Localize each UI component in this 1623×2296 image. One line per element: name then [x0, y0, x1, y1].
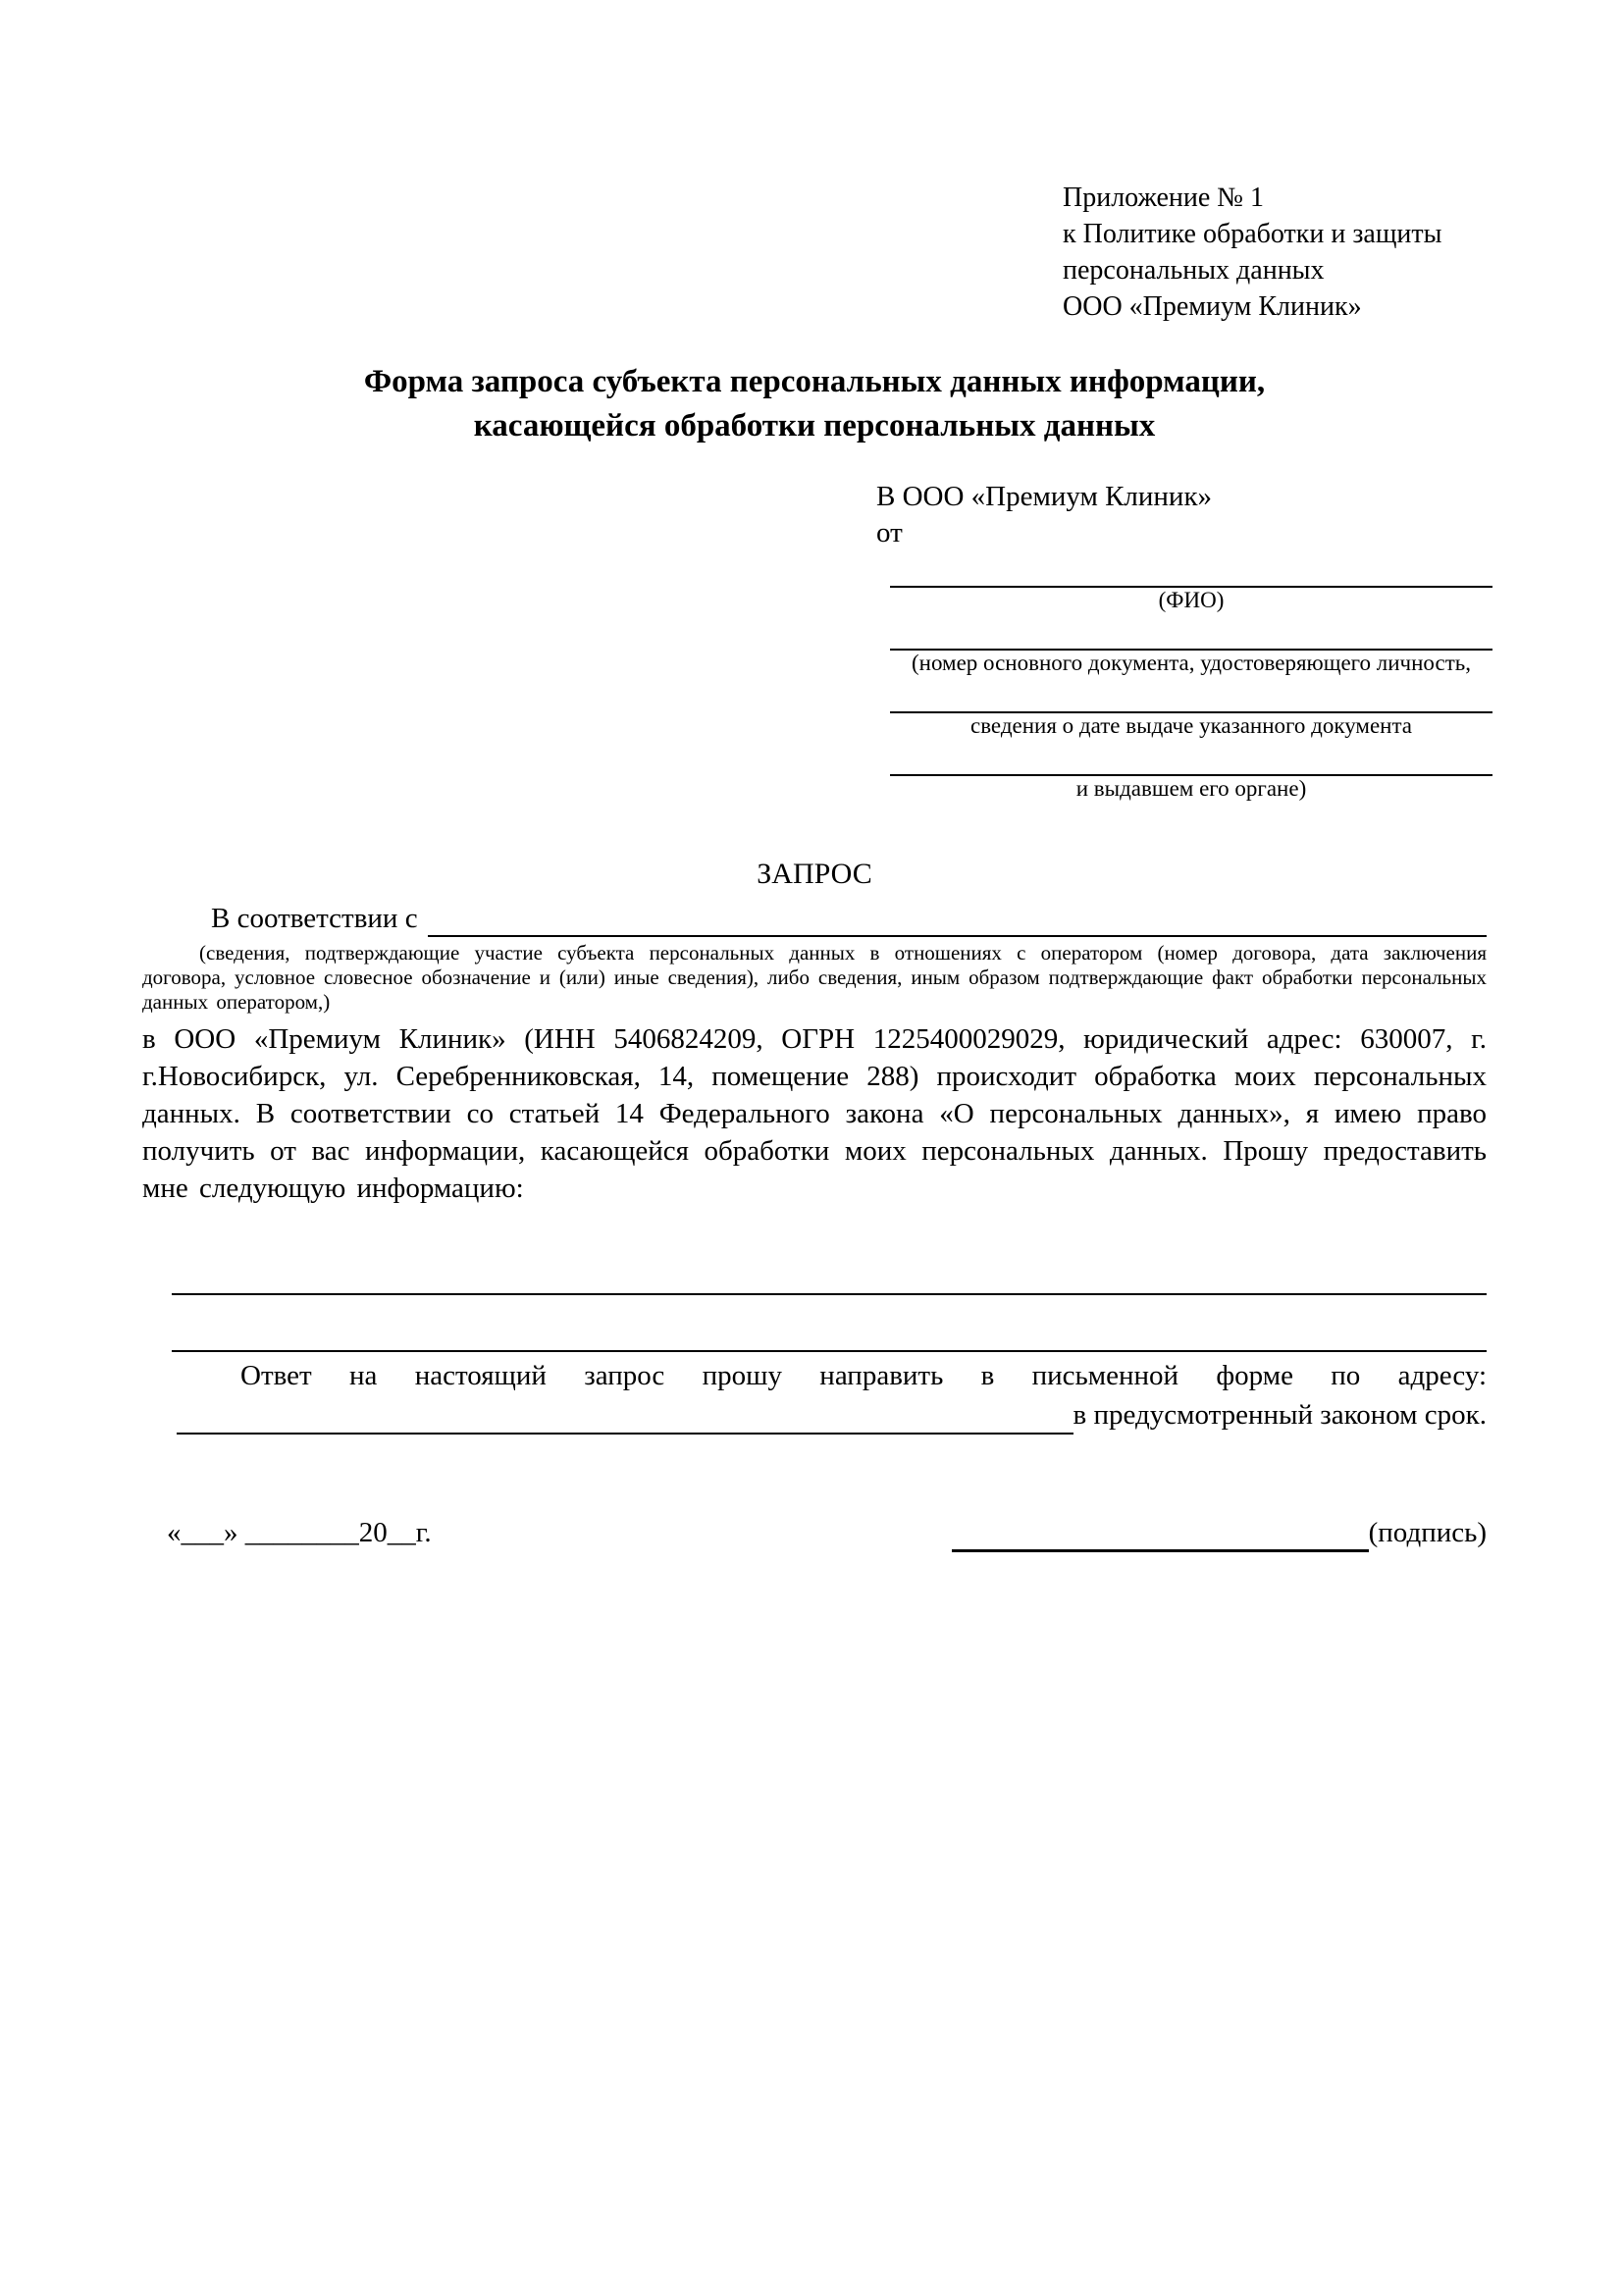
request-body-paragraph: в ООО «Премиум Клиник» (ИНН 5406824209, ОГРН 1225400029029, юридический адрес: 630007, г. г.Новосибирск, ул. Серебренниковская, 14, помещение 288) происходит обработка моих персональных данных. В соответствии со статьей 14 Федерального закона «О персональных данных», я имею право получить от вас информации, касающейся обработки моих персональных данных. Прошу предоставить мне следующую информацию:: [142, 1023, 1487, 1204]
document-title: [142, 360, 1487, 448]
request-heading: ЗАПРОС: [757, 858, 872, 890]
fio-caption: (ФИО): [1158, 588, 1225, 612]
issue-date-caption: сведения о дате выдаче указанного документа: [969, 713, 1413, 738]
addressee-to: В ООО «Премиум Клиник»: [876, 481, 1213, 512]
appendix-line: ООО «Премиум Клиник»: [1063, 291, 1362, 322]
reply-address-line: [177, 1395, 1487, 1435]
appendix-line: персональных данных: [1063, 255, 1325, 286]
accordance-label: В соответствии с: [211, 903, 418, 934]
accordance-input-line[interactable]: [428, 902, 1487, 937]
date-placeholder[interactable]: «___» ________20__г.: [167, 1517, 432, 1548]
document-number-caption: (номер основного документа, удостоверяющего личность,: [911, 651, 1471, 675]
document-title-line: касающейся обработки персональных данных: [473, 408, 1156, 444]
issue-date-input-line[interactable]: [890, 676, 1492, 713]
issuing-authority-input-line[interactable]: [890, 739, 1492, 776]
reply-request-line: Ответ на настоящий запрос прошу направить в письменной форме по адресу:: [240, 1360, 1487, 1391]
addressee-from-label: от: [876, 517, 903, 548]
signature-caption: (подпись): [1368, 1517, 1487, 1548]
appendix-line: к Политике обработки и защиты: [1063, 219, 1442, 249]
footer-row: [142, 1513, 1487, 1552]
fio-input-line[interactable]: [890, 550, 1492, 588]
issuing-authority-caption: и выдавшем его органе): [1075, 776, 1307, 801]
signature-input-line[interactable]: [952, 1516, 1369, 1552]
fine-print-note: (сведения, подтверждающие участие субъекта персональных данных в отношениях с оператором (номер договора, дата заключения договора, условное словесное обозначение и (или) иные сведения), либо сведения, иным образом подтверждающие факт обработки персональных данных оператором,): [142, 941, 1487, 1014]
accordance-line: [142, 900, 1487, 937]
document-number-input-line[interactable]: [890, 613, 1492, 651]
requested-info-input-line-2[interactable]: [172, 1295, 1487, 1352]
addressee-block: [876, 478, 1492, 802]
appendix-block: [1063, 180, 1487, 325]
appendix-line: Приложение № 1: [1063, 183, 1264, 213]
requested-info-input-line-1[interactable]: [172, 1256, 1487, 1295]
reply-tail-text: в предусмотренный законом срок.: [1073, 1399, 1487, 1431]
document-title-line: Форма запроса субъекта персональных данных информации,: [363, 364, 1266, 399]
reply-address-input-line[interactable]: [177, 1399, 1073, 1435]
signature-group: [952, 1513, 1487, 1552]
